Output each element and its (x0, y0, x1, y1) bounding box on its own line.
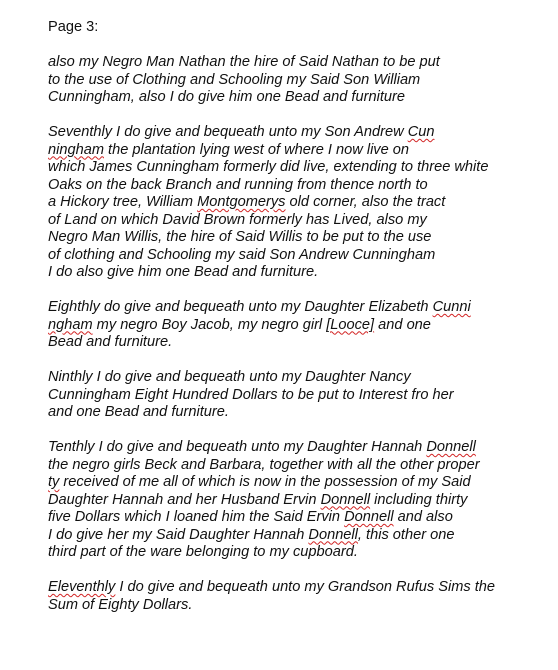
text-line: Negro Man Willis, the hire of Said Willis to be put to the use (48, 229, 432, 245)
text-line (48, 142, 548, 160)
text-line: of Land on which David Brown formerly has Lived, also my (48, 211, 427, 228)
misspelled-word[interactable]: ty (48, 474, 60, 490)
text-line: Sum of Eighty Dollars. (48, 596, 193, 613)
text-line (48, 492, 548, 510)
paragraph-3 (48, 299, 548, 352)
text-run: Tenthly I do give and bequeath unto my Daughter Hannah (48, 439, 427, 455)
text-line (48, 439, 548, 457)
text-run: , this other one (357, 526, 455, 543)
paragraph-1 (48, 54, 548, 107)
text-line (48, 299, 548, 317)
misspelled-word[interactable]: Eleventhly (48, 579, 116, 595)
text-run: five Dollars which I loaned him the Said Ervin (48, 509, 345, 525)
text-line (48, 527, 548, 545)
misspelled-word[interactable]: ningham (48, 141, 104, 158)
text-run: received of me all of which is now in the possession of my Said (59, 474, 471, 490)
misspelled-word[interactable]: Cunni (432, 299, 471, 315)
paragraph-4 (48, 369, 548, 422)
text-line: to the use of Clothing and Schooling my Said Son William (48, 71, 421, 88)
misspelled-word[interactable]: Donnell (344, 509, 394, 525)
misspelled-word[interactable]: Montgomerys (197, 194, 286, 210)
text-run: I do give and bequeath unto my Grandson Rufus Sims the (115, 579, 496, 595)
text-run: Daughter Hannah and her Husband Ervin (48, 491, 321, 508)
paragraph-5 (48, 439, 548, 562)
text-line: Cunningham Eight Hundred Dollars to be put to Interest fro her (48, 386, 454, 403)
text-run: I do give her my Said Daughter Hannah (48, 526, 309, 543)
text-run: Seventhly I do give and bequeath unto my Son Andrew (48, 124, 408, 140)
text-line (48, 579, 548, 597)
text-line: Oaks on the back Branch and running from thence north to (48, 176, 428, 193)
text-line: the negro girls Beck and Barbara, together with all the other proper (48, 456, 480, 473)
text-line: and one Bead and furniture. (48, 404, 229, 420)
text-line (48, 194, 548, 212)
text-line: of clothing and Schooling my said Son Andrew Cunningham (48, 246, 436, 263)
misspelled-word[interactable]: [Looce] (326, 316, 375, 333)
paragraph-2 (48, 124, 548, 282)
text-line: which James Cunningham formerly did live, extending to three white (48, 159, 489, 175)
text-line: Ninthly I do give and bequeath unto my Daughter Nancy (48, 369, 411, 385)
text-run: old corner, also the tract (285, 194, 446, 210)
misspelled-word[interactable]: Donnell (320, 491, 371, 508)
text-line: third part of the ware belonging to my cupboard. (48, 544, 358, 560)
text-line (48, 124, 548, 142)
misspelled-word[interactable]: Donnell (426, 439, 476, 455)
text-line: Bead and furniture. (48, 334, 173, 350)
text-line: also my Negro Man Nathan the hire of Said Nathan to be put (48, 54, 440, 70)
text-run: and also (393, 509, 453, 525)
misspelled-word[interactable]: ngham (48, 316, 93, 333)
misspelled-word[interactable]: Donnell (308, 526, 358, 543)
misspelled-word[interactable]: Cun (407, 124, 435, 140)
text-line: I do also give him one Bead and furniture. (48, 264, 319, 280)
text-run: a Hickory tree, William (48, 194, 198, 210)
text-run: including thirty (370, 491, 468, 508)
text-run: and one (374, 316, 431, 333)
text-line (48, 474, 548, 492)
text-run: my negro Boy Jacob, my negro girl (92, 316, 327, 333)
text-run: the plantation lying west of where I now live on (103, 141, 410, 158)
text-line: Cunningham, also I do give him one Bead and furniture (48, 89, 405, 105)
text-line (48, 317, 548, 335)
paragraph-6 (48, 579, 548, 614)
text-run: Eighthly do give and bequeath unto my Daughter Elizabeth (48, 299, 433, 315)
page-heading: Page 3: (48, 19, 99, 35)
text-line (48, 509, 548, 527)
